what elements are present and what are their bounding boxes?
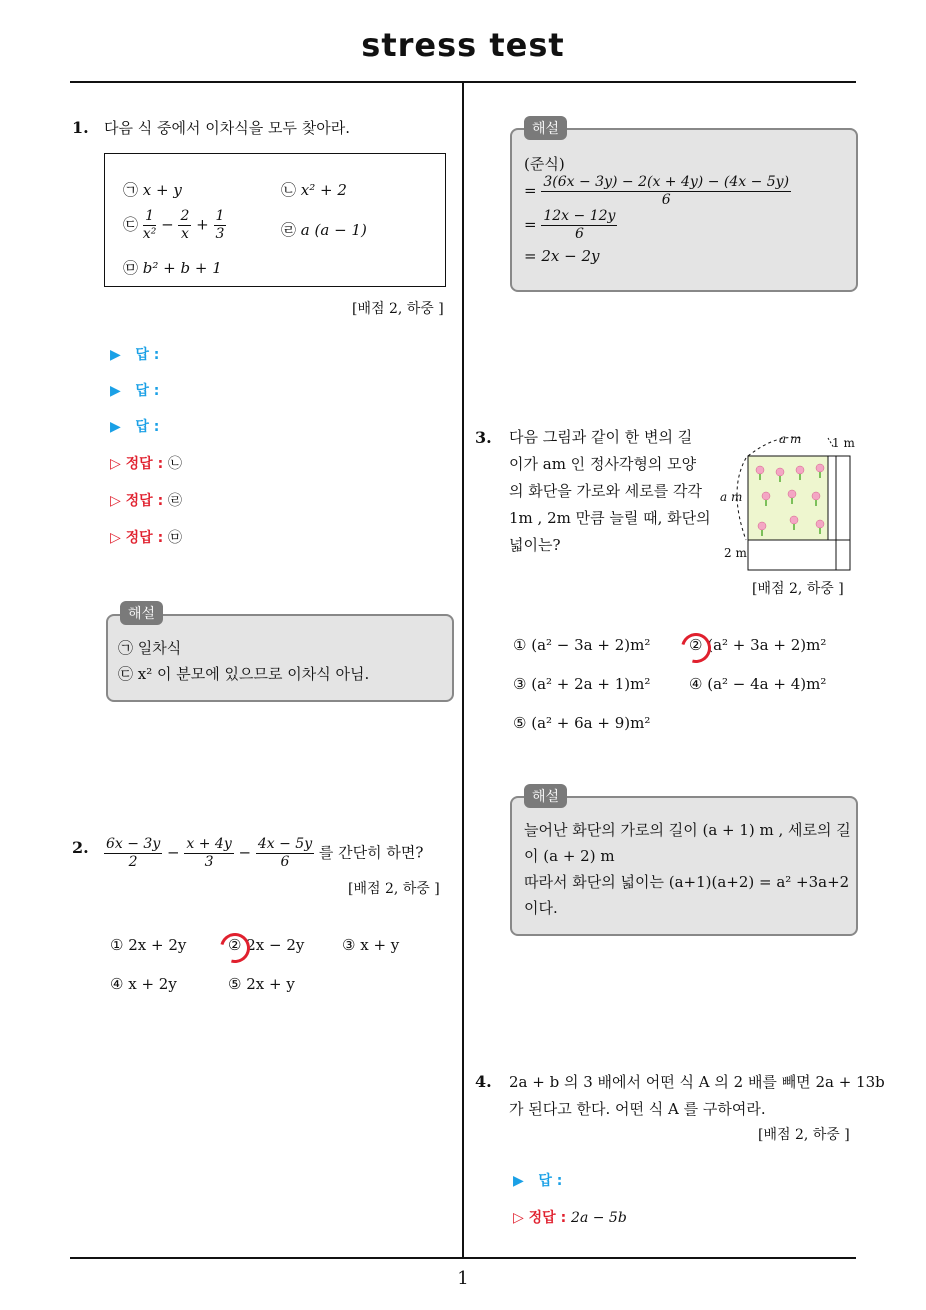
correct-answer: ▷ 정답 : 2a − 5b	[513, 1210, 627, 1226]
selected-mark-icon	[676, 628, 717, 669]
solution-line: (준식)	[524, 155, 565, 173]
page-title: stress test	[361, 26, 565, 64]
score-label: [배점 2, 하중 ]	[758, 1127, 850, 1143]
solution-line: = $\frac{12x - 12y}{6}$	[524, 208, 616, 242]
question-text: $\frac{6x - 3y}{2}$ − $\frac{x + 4y}{3}$ − $\frac{4x - 5y}{6}$ 를 간단히 하면?	[106, 836, 424, 870]
question-text: 2a + b 의 3 배에서 어떤 식 A 의 2 배를 빼면 2a + 13b 가 된다고 한다. 어떤 식 A 를 구하여라.	[509, 1073, 885, 1118]
column-divider	[462, 83, 464, 1257]
solution-line: = 2x − 2y	[524, 247, 600, 265]
choice-4[interactable]: ④ x + 2y	[110, 975, 177, 993]
solution-line: ㉠ 일차식	[118, 639, 182, 657]
solution-line: 이다.	[524, 899, 558, 917]
choice-2[interactable]: ② 2x − 2y	[228, 936, 305, 954]
choice-2[interactable]: ② (a² + 3a + 2)m²	[689, 636, 827, 654]
solution-line: 늘어난 화단의 가로의 길이 (a + 1) m , 세로의 길	[524, 821, 851, 839]
figure-label-bottom-left: 2 m	[724, 546, 747, 560]
answer-blank[interactable]: ▶ 답 :	[110, 383, 160, 399]
page-number: 1	[457, 1268, 469, 1289]
question-text: 다음 그림과 같이 한 변의 길 이가 am 인 정사각형의 모양 의 화단을 가로와 세로를 각각 1m , 2m 만큼 늘릴 때, 화단의 넓이는?	[509, 428, 711, 554]
figure-label-left: a m	[720, 490, 743, 504]
solution-tag: 해설	[524, 784, 567, 808]
answer-blank[interactable]: ▶ 답 :	[110, 419, 160, 435]
answer-blank[interactable]: ▶ 답 :	[110, 347, 160, 363]
option-c: ㉢ $\frac{1}{\text{x²}}$ − $\frac{2}{x}$ + $\frac{1}{3}$	[123, 208, 225, 242]
solution-line: 이 (a + 2) m	[524, 847, 615, 865]
choice-1[interactable]: ① (a² − 3a + 2)m²	[513, 636, 651, 654]
question-number: 4.	[475, 1072, 492, 1091]
selected-mark-icon	[215, 928, 256, 969]
option-b: ㉡ x² + 2	[281, 181, 347, 199]
footer-rule	[70, 1257, 856, 1259]
score-label: [배점 2, 하중 ]	[352, 301, 444, 317]
question-number: 1.	[72, 118, 89, 137]
solution-box	[106, 614, 454, 702]
question-number: 2.	[72, 838, 89, 857]
figure-label-top: a m	[779, 432, 802, 446]
solution-box	[510, 796, 858, 936]
solution-line: = $\frac{3(6x - 3y) - 2(x + 4y) - (4x - 5y)}{6}$	[524, 174, 790, 208]
correct-answer: ▷ 정답 : ㉤	[110, 530, 183, 546]
correct-answer: ▷ 정답 : ㉣	[110, 493, 183, 509]
choice-1[interactable]: ① 2x + 2y	[110, 936, 187, 954]
choice-5[interactable]: ⑤ 2x + y	[228, 975, 295, 993]
score-label: [배점 2, 하중 ]	[752, 581, 844, 597]
correct-answer: ▷ 정답 : ㉡	[110, 456, 183, 472]
question-text: 다음 식 중에서 이차식을 모두 찾아라.	[104, 119, 350, 137]
solution-tag: 해설	[120, 601, 163, 625]
score-label: [배점 2, 하중 ]	[348, 881, 440, 897]
solution-line: ㉢ x² 이 분모에 있으므로 이차식 아님.	[118, 665, 370, 683]
solution-box	[510, 128, 858, 292]
figure-label-right-top: 1 m	[832, 436, 855, 450]
answer-blank[interactable]: ▶ 답 :	[513, 1173, 563, 1189]
solution-tag: 해설	[524, 116, 567, 140]
options-box	[104, 153, 446, 287]
solution-line: 따라서 화단의 넓이는 (a+1)(a+2) = a² +3a+2	[524, 873, 850, 891]
question-number: 3.	[475, 428, 492, 447]
option-e: ㉤ b² + b + 1	[123, 259, 222, 277]
option-a: ㉠ x + y	[123, 181, 182, 199]
choice-5[interactable]: ⑤ (a² + 6a + 9)m²	[513, 714, 651, 732]
choice-3[interactable]: ③ (a² + 2a + 1)m²	[513, 675, 651, 693]
choice-4[interactable]: ④ (a² − 4a + 4)m²	[689, 675, 827, 693]
choice-3[interactable]: ③ x + y	[342, 936, 400, 954]
option-d: ㉣ a (a − 1)	[281, 221, 367, 239]
